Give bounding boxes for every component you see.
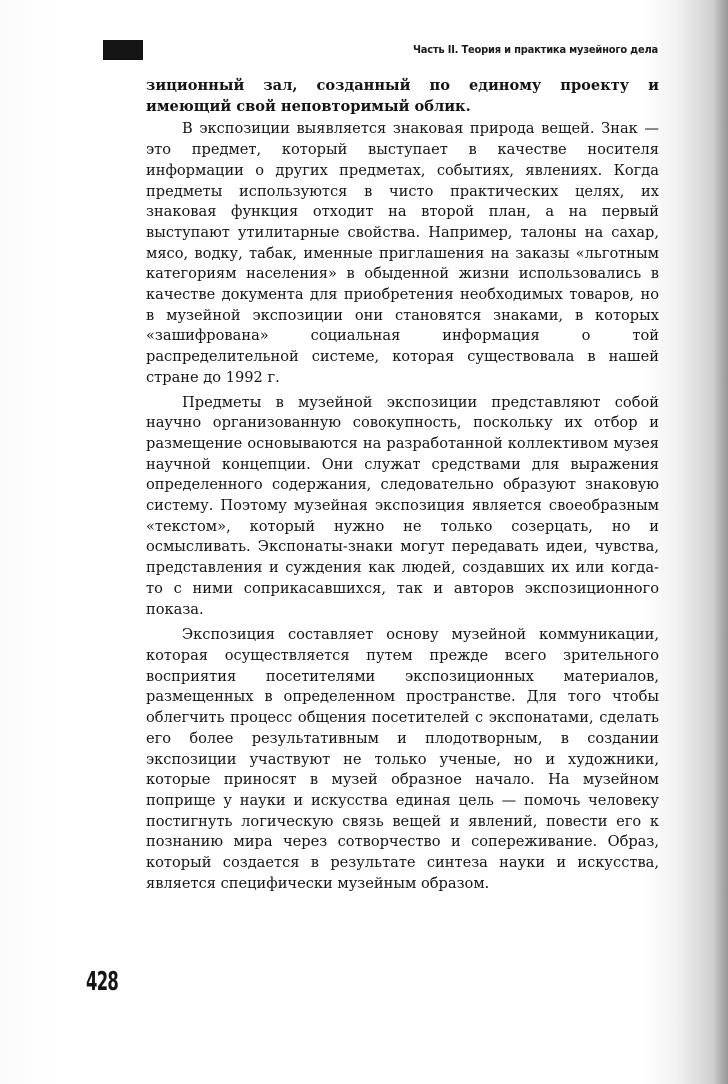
running-head: Часть II. Теория и практика музейного дела bbox=[412, 43, 658, 56]
paragraph-communication: Экспозиция составляет основу музейной коммуникации, которая осуществляется путем прежде всего зрительного восприятия посетителями экспозиционных материалов, размещенных в определенном пространстве. Для того чтобы облегчить процесс общения посетителей с экспонатами, сделать его более результативным и плодотворным, в создании экспозиции участвуют не только ученые, но и художники, которые приносят в музей образное начало. На музейном поприще у науки и искусства единая цель — помочь человеку постигнуть логическую связь вещей и явлений, повести его к познанию мира через сотворчество и сопереживание. Образ, который создается в результате синтеза науки и искусства, является специфически музейным образом. bbox=[146, 626, 659, 892]
paragraph-continuation: зиционный зал, созданный по единому проекту и имеющий свой неповторимый облик. bbox=[146, 77, 659, 115]
paragraph-sign-nature: В экспозиции выявляется знаковая природа вещей. Знак — это предмет, который выступает в качестве носителя информации о других предметах, событиях, явлениях. Когда предметы используются в чисто практических целях, их знаковая функция отходит на второй план, а на первый выступают утилитарные свойства. Например, талоны на сахар, мясо, водку, табак, именные приглашения на заказы «льготным категориям населения» в обыденной жизни использовались в качестве документа для приобретения необходимых товаров, но в музейной экспозиции они становятся знаками, в которых «зашифрована» социальная информация о той распределительной системе, которая существовала в нашей стране до 1992 г. bbox=[146, 120, 659, 386]
page-fold-shadow bbox=[714, 0, 728, 1084]
page-number: 428 bbox=[86, 967, 119, 997]
paragraph-sign-system: Предметы в музейной экспозиции представляют собой научно организованную совокупность, поскольку их отбор и размещение основываются на разработанной коллективом музея научной концепции. Они служат средствами для выражения определенного содержания, следовательно образуют знаковую систему. Поэтому музейная экспозиция является своеобразным «текстом», который нужно не только созерцать, но и осмысливать. Экспонаты-знаки могут передавать идеи, чувства, представления и суждения как людей, создавших их или когда-то с ними соприкасавшихся, так и авторов экспозиционного показа. bbox=[146, 393, 659, 618]
text-body bbox=[146, 76, 659, 894]
header-marker-block bbox=[103, 40, 143, 60]
